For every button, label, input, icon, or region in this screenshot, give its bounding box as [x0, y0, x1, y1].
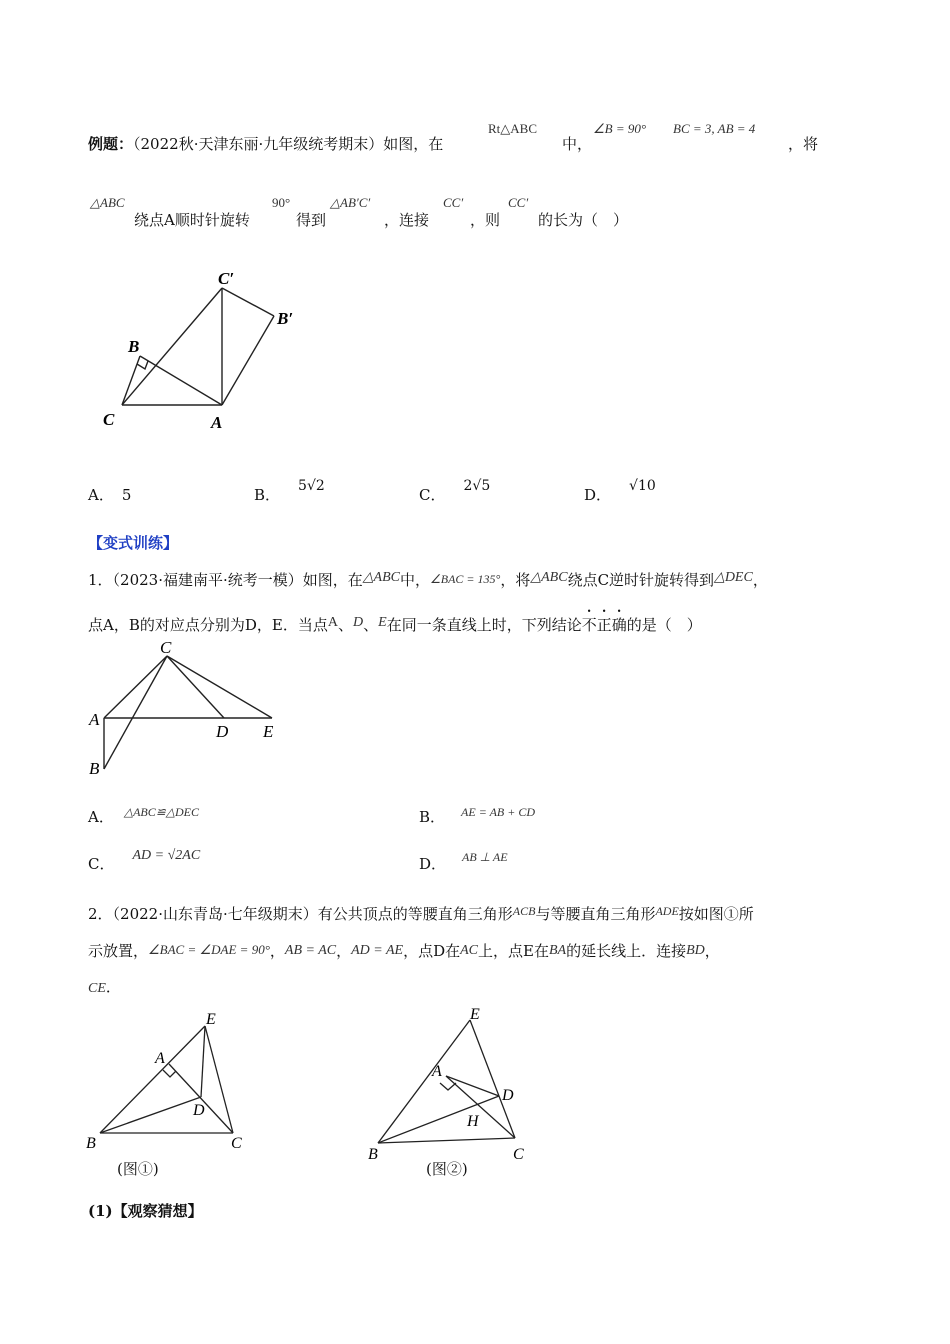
fig1-label-e: E — [206, 1011, 216, 1028]
fig1-label-c: C — [231, 1135, 242, 1152]
option-b-value: 5√2 — [298, 478, 325, 494]
q1-line2-a: 点A，B的对应点分别为D，E．当点 — [88, 616, 328, 634]
q2-fig2 — [378, 1020, 515, 1143]
fig2-label-d: D — [502, 1087, 514, 1104]
q1-option-a-value: △ABC≌△DEC — [123, 805, 200, 819]
q1-dun1: 、 — [337, 616, 353, 634]
angle-b: ∠B = 90° — [593, 121, 647, 136]
question: 的长为（ ） — [538, 211, 629, 229]
label-c-prime: C′ — [218, 269, 235, 288]
option-b-letter: B． — [254, 486, 281, 504]
rotate-text: 绕点A顺时针旋转 — [134, 211, 250, 229]
q2-c3: ， — [704, 942, 720, 960]
q1-label-e: E — [263, 722, 274, 741]
q1-option-d-letter: D． — [419, 855, 447, 873]
dedao: 得到 — [296, 211, 327, 229]
fig1-label-b: B — [86, 1135, 96, 1152]
fig1-seg-ed — [201, 1026, 205, 1097]
seg-cc1: CC′ — [443, 195, 464, 210]
option-c-letter: C． — [419, 486, 446, 504]
ze: ，则 — [470, 211, 501, 229]
q1-part5: ， — [752, 571, 768, 589]
q1-part3: ，将 — [500, 571, 531, 589]
q2-c1: ， — [269, 942, 285, 960]
q2-part2: 与等腰直角三角形 — [535, 905, 656, 923]
q1-part1: （2023·福建南平·统考一模）如图，在 — [112, 571, 363, 589]
fig1-label-a: A — [155, 1050, 165, 1067]
label-b-prime: B′ — [277, 309, 294, 328]
fig2-label-h: H — [467, 1113, 479, 1130]
q2-eq1: ∠BAC = ∠DAE = 90° — [148, 942, 270, 957]
fig2-right-angle — [440, 1083, 456, 1090]
q1-label-d: D — [216, 722, 229, 741]
q2-part1: （2022·山东青岛·七年级期末）有公共顶点的等腰直角三角形 — [112, 905, 513, 923]
tri-abc: △ABC — [90, 195, 125, 210]
q1-option-a-letter: A． — [88, 808, 114, 826]
option-d-letter: D． — [584, 486, 612, 504]
q1-dun2: 、 — [363, 616, 379, 634]
fig1-right-angle — [163, 1070, 176, 1077]
q2-end: ． — [105, 978, 121, 996]
seg-cc2: CC′ — [508, 195, 529, 210]
q2-c2: ， — [336, 942, 352, 960]
label-b: B — [128, 337, 140, 356]
option-a-value: 5 — [121, 486, 132, 504]
example-label: 例题： — [88, 135, 134, 153]
q2-line2-b: ，点D在 — [403, 942, 461, 960]
q1-tri-dec: △DEC — [714, 570, 753, 585]
q2-eq2: AB = AC — [284, 943, 337, 958]
q1-label-a: A — [89, 710, 100, 729]
q1-tri-abc: △ABC — [362, 570, 400, 585]
q1-option-c-letter: C． — [88, 855, 115, 873]
fig1-label-d: D — [193, 1102, 205, 1119]
fig2-caption: (图②) — [426, 1160, 468, 1178]
q1-tri-abc2: △ABC — [530, 570, 568, 585]
q1-option-d-value: AB ⊥ AE — [462, 850, 508, 864]
option-a-letter: A． — [88, 486, 114, 504]
fig1-caption: (图①) — [117, 1160, 159, 1178]
q1-option-b-value: AE = AB + CD — [461, 805, 535, 819]
q1-line2-b: 在同一条直线上时，下列结论 — [386, 616, 582, 634]
q2-line2-d: 的延长线上．连接 — [566, 942, 687, 960]
q2-ba: BA — [548, 943, 567, 958]
sides: BC = 3, AB = 4 — [673, 121, 756, 136]
fig2-seg-ad — [446, 1076, 499, 1096]
q2-eq3: AD = AE — [351, 943, 404, 958]
q1-pt-a: A — [327, 615, 338, 630]
tri-abc-prime: △AB′C′ — [330, 195, 371, 210]
q2-line2-a: 示放置， — [88, 942, 149, 960]
fig2-label-c: C — [513, 1146, 524, 1163]
q1-label-c: C — [160, 638, 172, 657]
q2-ade: ADE — [655, 904, 679, 918]
q1-angle: ∠BAC = 135° — [430, 572, 501, 586]
q1-pt-e: E — [378, 615, 387, 630]
fig2-seg-ac — [446, 1076, 515, 1138]
q1-option-c-value: AD = √2AC — [132, 848, 201, 863]
fig2-label-e: E — [470, 1006, 480, 1023]
fig1-seg-be — [100, 1026, 205, 1133]
q2-sub1: (1)【观察猜想】 — [88, 1202, 203, 1220]
q2-acb: ACB — [512, 904, 536, 918]
q2-bd: BD — [686, 943, 705, 958]
label-c: C — [103, 410, 115, 429]
q1-part2: 中， — [399, 571, 430, 589]
q2-line2-c: 上，点E在 — [478, 942, 549, 960]
deg90: 90° — [272, 195, 291, 210]
rt-abc: Rt△ABC — [488, 121, 538, 136]
q1-label-b: B — [89, 759, 100, 778]
option-c-value: 2√5 — [463, 478, 491, 494]
fig1-seg-ec — [205, 1026, 233, 1133]
q2-ce: CE — [88, 981, 106, 996]
q2-ac: AC — [460, 943, 478, 958]
q1-line2-c: 的是（ ） — [626, 616, 702, 634]
option-d-value: √10 — [629, 478, 656, 494]
q1-option-b-letter: B． — [419, 808, 446, 826]
zhong: 中， — [562, 135, 593, 153]
q2-number: 2． — [88, 905, 113, 923]
example-source: （2022秋·天津东丽·九年级统考期末）如图，在 — [133, 135, 444, 153]
q1-pt-d: D — [352, 615, 364, 630]
q2-part3: 按如图①所 — [678, 905, 754, 923]
fig2-label-b: B — [368, 1146, 378, 1163]
q1-bu: 不正确 — [581, 616, 627, 634]
q1-number: 1． — [88, 571, 113, 589]
fig2-seg-bc — [378, 1138, 515, 1143]
variant-heading: 【变式训练】 — [88, 534, 179, 552]
jiang: ，将 — [788, 135, 819, 153]
fig1-seg-bd — [100, 1097, 201, 1133]
q2-fig1 — [100, 1026, 233, 1133]
label-a: A — [211, 413, 223, 432]
lianjie: ，连接 — [384, 211, 430, 229]
q1-part4: 绕点C逆时针旋转得到 — [567, 571, 715, 589]
fig2-label-a: A — [432, 1063, 442, 1080]
